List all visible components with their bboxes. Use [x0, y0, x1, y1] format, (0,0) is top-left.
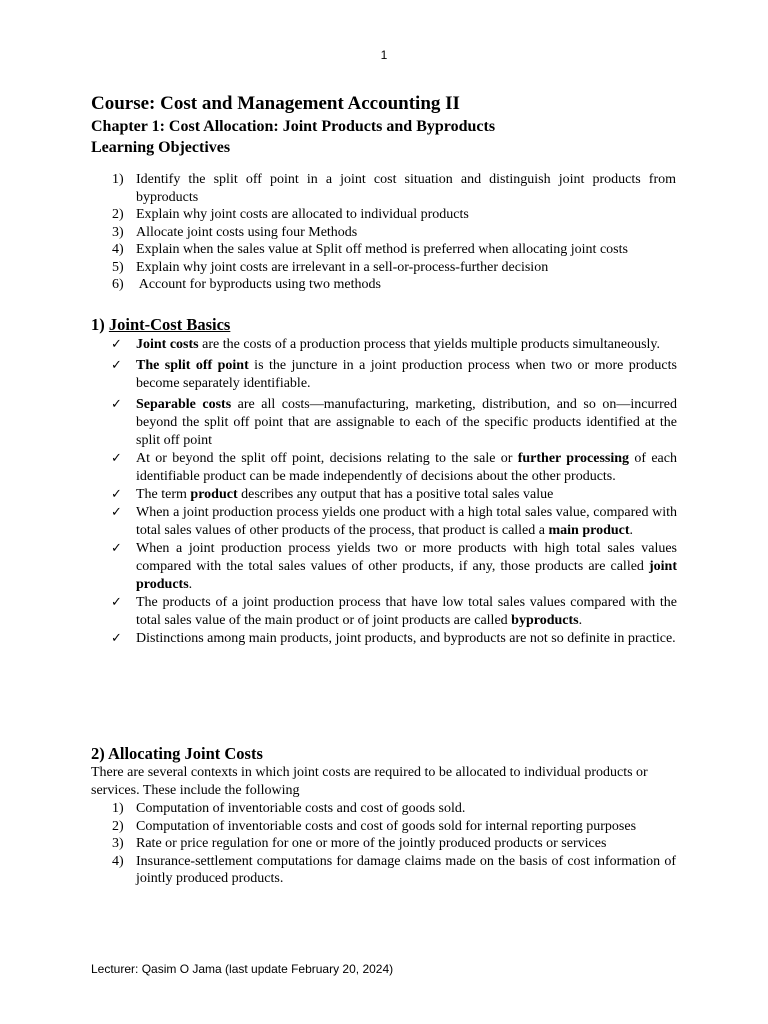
list-item — [111, 540, 677, 594]
item-text: Computation of inventoriable costs and cost of goods sold for internal reporting purposes — [136, 818, 637, 834]
list-item — [111, 450, 677, 486]
list-item — [112, 224, 676, 242]
item-text-pre: When a joint production process yields two or more products with high total sales values compared with the total sales values of other products, if any, those products are called — [136, 541, 677, 574]
item-text-bold: further processing — [517, 451, 630, 466]
list-item — [111, 357, 677, 393]
check-mark-icon: ✓ — [111, 397, 122, 412]
item-number: 3) — [112, 836, 124, 851]
list-item — [112, 241, 676, 259]
check-mark-icon: ✓ — [111, 541, 122, 556]
item-number: 5) — [112, 259, 124, 275]
check-mark-icon: ✓ — [111, 631, 122, 646]
list-item — [111, 630, 677, 648]
allocation-contexts-list — [112, 800, 676, 888]
item-text-pre: Distinctions among main products, joint products, and byproducts are not so definite in practice. — [136, 631, 676, 646]
course-title: Course: Cost and Management Accounting II — [91, 93, 460, 114]
list-item — [112, 171, 676, 206]
list-item — [111, 594, 677, 630]
objectives-list — [112, 171, 676, 294]
list-item — [112, 853, 676, 888]
item-text: Explain when the sales value at Split off method is preferred when allocating joint costs — [136, 242, 628, 257]
item-number: 4) — [112, 853, 124, 869]
item-text-post: . — [629, 523, 634, 538]
item-text-bold: Separable costs — [136, 397, 232, 412]
item-text: Account for byproducts using two methods — [136, 277, 381, 292]
list-item — [112, 259, 676, 277]
section-title: Joint-Cost Basics — [108, 315, 231, 334]
item-number: 4) — [112, 242, 124, 257]
check-mark-icon: ✓ — [111, 358, 122, 373]
item-number: 1) — [112, 801, 124, 816]
check-mark-icon: ✓ — [111, 451, 122, 466]
item-text-pre: The products of a joint production process that have low total sales values compared with the total sales value of the main product or of joint products are called — [136, 595, 677, 628]
item-text-pre: The term — [136, 487, 191, 502]
section-number: 2) — [91, 744, 105, 763]
item-text-bold: byproducts — [511, 613, 579, 628]
item-text-pre: When a joint production process yields one product with a high total sales value, compared with total sales values of other products of the process, that product is called a — [136, 505, 677, 538]
item-text-bold: product — [190, 487, 238, 502]
section-heading-joint-cost-basics — [91, 315, 230, 335]
objectives-heading: Learning Objectives — [91, 139, 231, 156]
list-item — [111, 336, 677, 354]
item-text-post: . — [578, 613, 583, 628]
item-text-post: is the juncture in a joint production process when two or more products become separately identifiable. — [136, 358, 677, 391]
section-title: Allocating Joint Costs — [107, 744, 263, 763]
item-number: 2) — [112, 818, 124, 834]
list-item — [111, 504, 677, 540]
item-text: Rate or price regulation for one or more of the jointly produced products or services — [136, 836, 607, 851]
item-text-bold: joint products — [136, 559, 677, 592]
item-text: Insurance-settlement computations for damage claims made on the basis of cost information of jointly produced products. — [136, 853, 676, 886]
item-text: Explain why joint costs are allocated to individual products — [136, 207, 469, 222]
item-text-pre: At or beyond the split off point, decisions relating to the sale or — [136, 451, 518, 466]
item-number: 3) — [112, 224, 124, 240]
item-number: 2) — [112, 207, 124, 222]
item-text: Explain why joint costs are irrelevant in a sell-or-process-further decision — [136, 259, 549, 275]
page-number: 1 — [380, 48, 388, 62]
list-item — [112, 276, 676, 294]
item-text-post: are the costs of a production process that yields multiple products simultaneously. — [198, 337, 661, 352]
list-item — [112, 206, 676, 224]
check-mark-icon: ✓ — [111, 487, 122, 502]
item-text-post: . — [188, 577, 193, 592]
check-mark-icon: ✓ — [111, 337, 122, 352]
item-text-bold: The split off point — [136, 358, 249, 373]
section-intro: There are several contexts in which joint costs are required to be allocated to individual products or services. These include the following — [91, 765, 648, 798]
item-number: 1) — [112, 172, 124, 187]
item-text-post: describes any output that has a positive total sales value — [237, 487, 554, 502]
list-item — [112, 835, 676, 853]
item-text: Allocate joint costs using four Methods — [136, 224, 358, 240]
item-text: Identify the split off point in a joint cost situation and distinguish joint products from byproducts — [136, 172, 676, 205]
list-item — [111, 486, 677, 504]
check-mark-icon: ✓ — [111, 595, 122, 610]
item-text: Computation of inventoriable costs and cost of goods sold. — [136, 801, 466, 816]
item-text-bold: Joint costs — [136, 337, 199, 352]
item-text-post: of each identifiable product can be made independently of decisions about the other products. — [136, 451, 677, 484]
list-item — [111, 396, 677, 450]
joint-cost-basics-list — [111, 336, 677, 648]
list-item — [112, 818, 676, 836]
list-item — [112, 800, 676, 818]
footer: Lecturer: Qasim O Jama (last update February 20, 2024) — [91, 962, 394, 976]
section-number: 1) — [91, 315, 105, 334]
check-mark-icon: ✓ — [111, 505, 122, 520]
section-heading-allocating-joint-costs — [91, 744, 263, 764]
item-number: 6) — [112, 277, 124, 292]
chapter-title: Chapter 1: Cost Allocation: Joint Products and Byproducts — [91, 118, 496, 135]
item-text-post: are all costs—manufacturing, marketing, distribution, and so on—incurred beyond the split off point that are assignable to each of the specific products identified at the split off point — [136, 397, 677, 448]
item-text-bold: main product — [548, 523, 630, 538]
